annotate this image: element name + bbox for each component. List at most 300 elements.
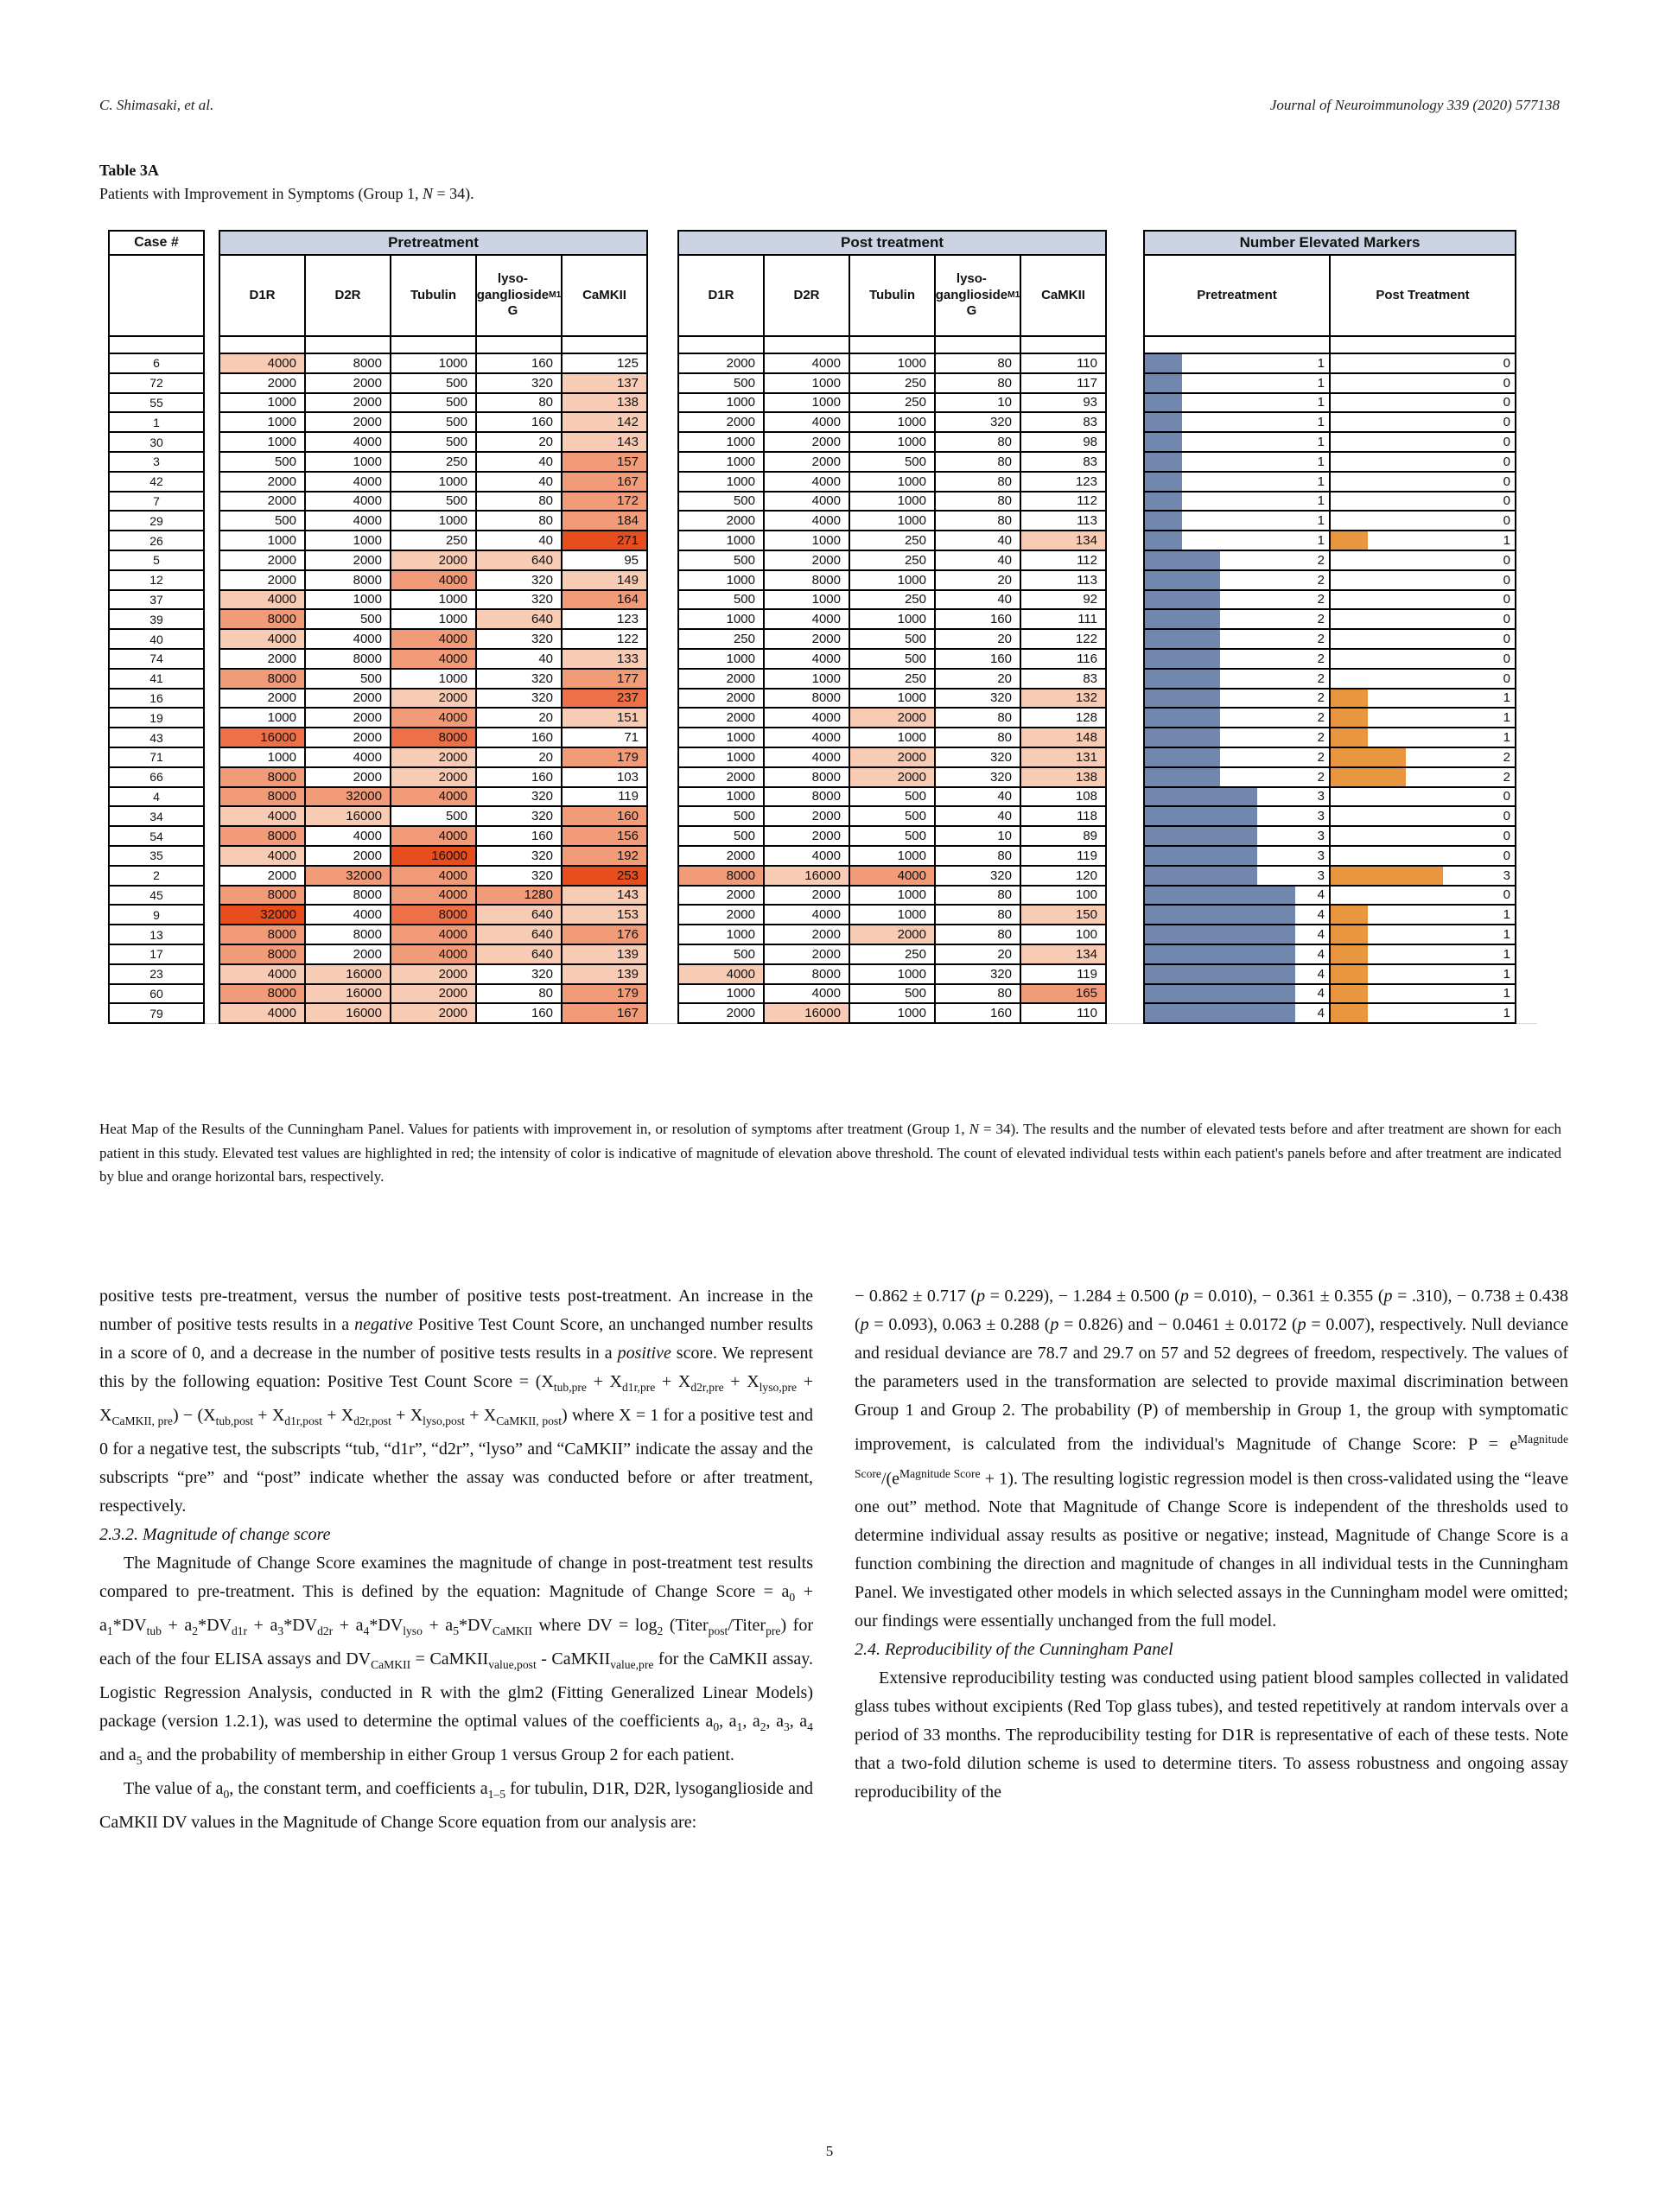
pretreatment-count-bar-cell	[1143, 865, 1331, 887]
marker-count-value: 0	[1503, 592, 1510, 607]
column-gap	[205, 688, 219, 709]
pre-value-cell: 184	[561, 510, 648, 531]
marker-count-value: 1	[1503, 927, 1510, 942]
pre-value-cell: 2000	[304, 372, 391, 394]
marker-count-value: 4	[1317, 1006, 1325, 1021]
pre-value-cell: 2000	[304, 707, 391, 728]
marker-count-value: 2	[1317, 730, 1325, 746]
posttreatment-count-bar-cell	[1329, 372, 1516, 394]
post-value-cell: 8000	[763, 963, 850, 985]
post-value-cell: 1000	[677, 451, 765, 473]
column-gap	[1516, 944, 1537, 965]
body-column-left	[99, 1282, 813, 1837]
pretreatment-count-bar	[1145, 394, 1182, 412]
post-value-cell: 4000	[763, 648, 850, 670]
pre-value-cell: 8000	[304, 648, 391, 670]
column-gap	[1516, 805, 1537, 827]
case-number: 71	[108, 747, 205, 768]
pretreatment-count-bar	[1145, 610, 1220, 628]
post-value-cell: 110	[1020, 1002, 1107, 1024]
case-number: 37	[108, 589, 205, 611]
post-value-cell: 160	[934, 648, 1021, 670]
column-gap	[648, 589, 677, 611]
marker-count-value: 3	[1503, 868, 1510, 883]
pre-value-cell: 1000	[219, 747, 306, 768]
marker-count-value: 4	[1317, 927, 1325, 942]
marker-count-value: 1	[1503, 907, 1510, 923]
pre-assay-header-0: D1R	[219, 254, 306, 337]
pretreatment-count-bar-cell	[1143, 747, 1331, 768]
case-number: 7	[108, 491, 205, 512]
column-gap	[1107, 589, 1143, 611]
pretreatment-count-bar-cell	[1143, 1002, 1331, 1024]
blank-cell	[763, 335, 850, 354]
column-gap	[1516, 550, 1537, 571]
post-value-cell: 4000	[763, 983, 850, 1005]
post-value-cell: 2000	[849, 924, 936, 945]
marker-count-value: 4	[1317, 907, 1325, 923]
table-label: Table 3A	[99, 162, 159, 179]
post-value-cell: 250	[849, 372, 936, 394]
case-number: 66	[108, 766, 205, 788]
column-gap	[648, 766, 677, 788]
marker-count-value: 2	[1317, 632, 1325, 647]
running-head-authors: C. Shimasaki, et al.	[99, 97, 214, 113]
posttreatment-count-bar	[1331, 965, 1368, 983]
post-assay-header-3: lyso- ganglioside G M1	[934, 254, 1021, 337]
pre-value-cell: 71	[561, 727, 648, 748]
pretreatment-count-bar-cell	[1143, 904, 1331, 925]
pre-value-cell: 156	[561, 825, 648, 847]
case-number: 19	[108, 707, 205, 728]
pretreatment-count-bar-cell	[1143, 411, 1331, 433]
column-gap	[1107, 431, 1143, 453]
post-value-cell: 320	[934, 747, 1021, 768]
post-value-cell: 92	[1020, 589, 1107, 611]
pre-value-cell: 164	[561, 589, 648, 611]
column-gap	[205, 825, 219, 847]
pre-value-cell: 320	[475, 963, 563, 985]
marker-count-value: 1	[1503, 710, 1510, 726]
column-gap	[205, 747, 219, 768]
column-gap	[648, 924, 677, 945]
column-gap	[1516, 825, 1537, 847]
pretreatment-count-bar	[1145, 945, 1295, 963]
pre-value-cell: 1000	[219, 431, 306, 453]
column-gap	[1107, 230, 1143, 256]
pre-value-cell: 4000	[219, 845, 306, 867]
column-gap	[1516, 845, 1537, 867]
pre-value-cell: 142	[561, 411, 648, 433]
column-gap	[648, 491, 677, 512]
post-value-cell: 4000	[677, 963, 765, 985]
post-value-cell: 250	[849, 944, 936, 965]
marker-count-value: 3	[1317, 848, 1325, 863]
post-value-cell: 80	[934, 904, 1021, 925]
post-value-cell: 500	[677, 805, 765, 827]
post-value-cell: 80	[934, 885, 1021, 906]
pre-value-cell: 1000	[219, 530, 306, 551]
column-gap	[1107, 845, 1143, 867]
pre-value-cell: 320	[475, 865, 563, 887]
column-gap	[205, 471, 219, 493]
pre-value-cell: 500	[304, 608, 391, 630]
pre-value-cell: 2000	[304, 845, 391, 867]
post-value-cell: 1000	[849, 845, 936, 867]
marker-count-value: 2	[1317, 592, 1325, 607]
case-number: 45	[108, 885, 205, 906]
column-gap	[1516, 254, 1537, 337]
post-value-cell: 80	[934, 510, 1021, 531]
pre-value-cell: 237	[561, 688, 648, 709]
column-gap	[1516, 628, 1537, 650]
post-value-cell: 2000	[763, 628, 850, 650]
column-gap	[205, 983, 219, 1005]
post-value-cell: 500	[677, 825, 765, 847]
column-gap	[205, 845, 219, 867]
pretreatment-count-bar-cell	[1143, 648, 1331, 670]
paragraph: The value of $a_0$, the constant term, and coefficients $a_{1-5}$ for tubulin, D1R, D2R, lysoganglioside and CaMKII DV values in the Magnitude of Change Score equation from our analysis are:	[99, 1779, 813, 1832]
posttreatment-count-bar-cell	[1329, 707, 1516, 728]
column-gap	[1107, 608, 1143, 630]
pre-value-cell: 8000	[390, 904, 477, 925]
posttreatment-count-bar	[1331, 985, 1368, 1003]
pre-value-cell: 8000	[219, 944, 306, 965]
column-gap	[205, 589, 219, 611]
pre-value-cell: 500	[390, 805, 477, 827]
pretreatment-count-bar	[1145, 768, 1220, 786]
post-value-cell: 4000	[763, 707, 850, 728]
post-value-cell: 250	[677, 628, 765, 650]
pre-value-cell: 320	[475, 786, 563, 808]
posttreatment-count-bar	[1331, 531, 1368, 550]
column-gap	[1107, 471, 1143, 493]
pretreatment-count-bar	[1145, 374, 1182, 392]
posttreatment-count-bar-cell	[1329, 825, 1516, 847]
pretreatment-count-bar-cell	[1143, 569, 1331, 591]
marker-count-header-0: Pretreatment	[1143, 254, 1331, 337]
pretreatment-count-bar	[1145, 788, 1257, 806]
pre-value-cell: 4000	[390, 944, 477, 965]
section-heading-232: 2.3.2. Magnitude of change score	[99, 1525, 331, 1544]
pre-value-cell: 4000	[390, 924, 477, 945]
column-gap	[1107, 411, 1143, 433]
column-gap	[1516, 707, 1537, 728]
pre-value-cell: 137	[561, 372, 648, 394]
post-value-cell: 2000	[849, 766, 936, 788]
pre-value-cell: 32000	[304, 786, 391, 808]
case-number: 29	[108, 510, 205, 531]
marker-count-value: 2	[1317, 710, 1325, 726]
post-value-cell: 10	[934, 825, 1021, 847]
column-gap	[648, 904, 677, 925]
pre-value-cell: 500	[390, 431, 477, 453]
pre-value-cell: 2000	[304, 766, 391, 788]
pre-value-cell: 4000	[390, 628, 477, 650]
marker-count-value: 1	[1503, 986, 1510, 1001]
post-value-cell: 110	[1020, 353, 1107, 374]
post-value-cell: 1000	[763, 392, 850, 414]
column-gap	[205, 491, 219, 512]
post-value-cell: 16000	[763, 1002, 850, 1024]
pre-value-cell: 8000	[219, 786, 306, 808]
pre-value-cell: 4000	[219, 628, 306, 650]
pretreatment-count-bar	[1145, 748, 1220, 766]
column-gap	[205, 766, 219, 788]
post-value-cell: 500	[849, 451, 936, 473]
post-value-cell: 120	[1020, 865, 1107, 887]
case-number: 4	[108, 786, 205, 808]
post-value-cell: 8000	[763, 786, 850, 808]
marker-count-value: 0	[1503, 572, 1510, 588]
pretreatment-count-bar-cell	[1143, 608, 1331, 630]
post-value-cell: 1000	[849, 510, 936, 531]
column-gap	[205, 530, 219, 551]
pre-value-cell: 153	[561, 904, 648, 925]
post-value-cell: 4000	[763, 845, 850, 867]
pre-value-cell: 500	[390, 491, 477, 512]
pre-value-cell: 160	[475, 353, 563, 374]
post-value-cell: 20	[934, 944, 1021, 965]
post-value-cell: 2000	[677, 885, 765, 906]
column-gap	[1516, 727, 1537, 748]
post-value-cell: 8000	[677, 865, 765, 887]
column-gap	[205, 335, 219, 354]
pre-value-cell: 4000	[390, 865, 477, 887]
post-value-cell: 2000	[763, 825, 850, 847]
post-value-cell: 119	[1020, 963, 1107, 985]
post-value-cell: 80	[934, 845, 1021, 867]
column-gap	[1107, 668, 1143, 690]
pre-assay-header-3: lyso- ganglioside G M1	[475, 254, 563, 337]
column-gap	[1516, 569, 1537, 591]
posttreatment-count-bar-cell	[1329, 451, 1516, 473]
pre-value-cell: 4000	[304, 747, 391, 768]
pretreatment-count-bar	[1145, 453, 1182, 471]
column-gap	[1516, 353, 1537, 374]
column-gap	[1516, 1002, 1537, 1024]
pre-value-cell: 320	[475, 688, 563, 709]
marker-count-value: 0	[1503, 355, 1510, 371]
post-value-cell: 320	[934, 411, 1021, 433]
pre-value-cell: 40	[475, 451, 563, 473]
marker-count-value: 1	[1317, 415, 1325, 430]
post-value-cell: 4000	[763, 411, 850, 433]
post-value-cell: 1000	[849, 904, 936, 925]
post-value-cell: 250	[849, 668, 936, 690]
post-value-cell: 500	[849, 825, 936, 847]
column-gap	[648, 608, 677, 630]
pre-value-cell: 500	[390, 411, 477, 433]
post-value-cell: 150	[1020, 904, 1107, 925]
pre-value-cell: 119	[561, 786, 648, 808]
post-value-cell: 2000	[763, 431, 850, 453]
column-gap	[648, 392, 677, 414]
pre-value-cell: 4000	[304, 628, 391, 650]
page-number: 5	[825, 2143, 834, 2159]
post-value-cell: 1000	[763, 372, 850, 394]
posttreatment-count-bar-cell	[1329, 491, 1516, 512]
post-value-cell: 123	[1020, 471, 1107, 493]
pre-value-cell: 103	[561, 766, 648, 788]
pre-value-cell: 500	[390, 392, 477, 414]
pre-value-cell: 1000	[219, 707, 306, 728]
pre-value-cell: 2000	[219, 491, 306, 512]
table-caption-block	[99, 159, 474, 206]
post-value-cell: 250	[849, 392, 936, 414]
post-value-cell: 1000	[849, 569, 936, 591]
post-value-cell: 1000	[849, 608, 936, 630]
marker-count-value: 1	[1317, 375, 1325, 391]
post-assay-header-1: D2R	[763, 254, 850, 337]
pre-value-cell: 2000	[219, 865, 306, 887]
pre-value-cell: 2000	[390, 688, 477, 709]
post-value-cell: 8000	[763, 688, 850, 709]
pre-value-cell: 2000	[390, 747, 477, 768]
posttreatment-count-bar-cell	[1329, 471, 1516, 493]
pre-value-cell: 8000	[304, 353, 391, 374]
pre-value-cell: 320	[475, 628, 563, 650]
post-value-cell: 1000	[677, 727, 765, 748]
column-gap	[1107, 372, 1143, 394]
marker-count-value: 2	[1317, 552, 1325, 568]
pretreatment-count-bar	[1145, 867, 1257, 885]
case-number: 43	[108, 727, 205, 748]
pretreatment-count-bar-cell	[1143, 727, 1331, 748]
posttreatment-count-bar-cell	[1329, 392, 1516, 414]
post-value-cell: 118	[1020, 805, 1107, 827]
column-gap	[648, 431, 677, 453]
post-value-cell: 500	[849, 648, 936, 670]
column-gap	[648, 786, 677, 808]
post-value-cell: 131	[1020, 747, 1107, 768]
column-gap	[205, 648, 219, 670]
heatmap-table	[108, 230, 1537, 1024]
table-title: Patients with Improvement in Symptoms (Group 1, N = 34).	[99, 185, 474, 202]
body-column-right	[855, 1282, 1568, 1837]
posttreatment-count-bar-cell	[1329, 431, 1516, 453]
posttreatment-count-bar-cell	[1329, 904, 1516, 925]
posttreatment-count-bar-cell	[1329, 510, 1516, 531]
pre-value-cell: 133	[561, 648, 648, 670]
column-gap	[205, 372, 219, 394]
case-number: 16	[108, 688, 205, 709]
post-value-cell: 2000	[677, 766, 765, 788]
case-number: 34	[108, 805, 205, 827]
pretreatment-count-bar-cell	[1143, 491, 1331, 512]
pre-value-cell: 160	[475, 766, 563, 788]
pre-value-cell: 250	[390, 530, 477, 551]
post-value-cell: 10	[934, 392, 1021, 414]
pre-value-cell: 8000	[219, 924, 306, 945]
post-value-cell: 1000	[677, 786, 765, 808]
pretreatment-count-bar-cell	[1143, 825, 1331, 847]
column-gap	[1107, 805, 1143, 827]
pre-value-cell: 4000	[390, 786, 477, 808]
pre-value-cell: 32000	[304, 865, 391, 887]
post-value-cell: 134	[1020, 530, 1107, 551]
pre-value-cell: 139	[561, 944, 648, 965]
post-value-cell: 160	[934, 1002, 1021, 1024]
pre-value-cell: 16000	[304, 963, 391, 985]
post-value-cell: 1000	[849, 727, 936, 748]
column-gap	[1107, 766, 1143, 788]
pre-value-cell: 1000	[390, 510, 477, 531]
case-number: 3	[108, 451, 205, 473]
pretreatment-count-bar	[1145, 1004, 1295, 1022]
pretreatment-count-bar	[1145, 847, 1257, 865]
post-value-cell: 80	[934, 707, 1021, 728]
pretreatment-count-bar-cell	[1143, 885, 1331, 906]
pre-value-cell: 179	[561, 983, 648, 1005]
marker-count-value: 0	[1503, 829, 1510, 844]
pre-value-cell: 167	[561, 1002, 648, 1024]
post-value-cell: 1000	[677, 471, 765, 493]
pre-value-cell: 1000	[390, 608, 477, 630]
pre-value-cell: 8000	[219, 766, 306, 788]
post-value-cell: 80	[934, 983, 1021, 1005]
marker-count-value: 2	[1317, 612, 1325, 627]
posttreatment-count-bar-cell	[1329, 530, 1516, 551]
blank-cell	[677, 335, 765, 354]
column-gap	[1107, 550, 1143, 571]
post-value-cell: 1000	[677, 431, 765, 453]
marker-count-value: 0	[1503, 651, 1510, 666]
pre-value-cell: 2000	[304, 688, 391, 709]
column-gap	[648, 707, 677, 728]
pre-value-cell: 1000	[390, 353, 477, 374]
pretreatment-count-bar-cell	[1143, 628, 1331, 650]
pre-value-cell: 4000	[304, 471, 391, 493]
case-number: 5	[108, 550, 205, 571]
post-value-cell: 112	[1020, 550, 1107, 571]
post-value-cell: 8000	[763, 766, 850, 788]
case-number: 35	[108, 845, 205, 867]
pre-value-cell: 160	[561, 805, 648, 827]
column-gap	[1516, 924, 1537, 945]
post-value-cell: 320	[934, 865, 1021, 887]
case-number: 74	[108, 648, 205, 670]
pretreatment-count-bar-cell	[1143, 372, 1331, 394]
body-text	[99, 1282, 1568, 1837]
post-value-cell: 119	[1020, 845, 1107, 867]
marker-count-value: 1	[1503, 1006, 1510, 1021]
pre-value-cell: 160	[475, 727, 563, 748]
blank-cell	[108, 335, 205, 354]
column-gap	[1107, 628, 1143, 650]
pretreatment-count-bar	[1145, 433, 1182, 451]
post-value-cell: 2000	[677, 707, 765, 728]
pre-value-cell: 2000	[304, 550, 391, 571]
blank-cell	[1329, 335, 1516, 354]
pre-value-cell: 1000	[304, 530, 391, 551]
post-value-cell: 320	[934, 963, 1021, 985]
post-value-cell: 1000	[849, 431, 936, 453]
column-gap	[648, 865, 677, 887]
case-number: 30	[108, 431, 205, 453]
post-value-cell: 500	[677, 944, 765, 965]
case-number-header: Case #	[108, 230, 205, 256]
pre-value-cell: 80	[475, 392, 563, 414]
marker-count-value: 1	[1317, 493, 1325, 509]
column-gap	[1107, 688, 1143, 709]
case-number: 12	[108, 569, 205, 591]
column-gap	[1516, 431, 1537, 453]
post-value-cell: 80	[934, 431, 1021, 453]
pre-value-cell: 172	[561, 491, 648, 512]
post-value-cell: 1000	[849, 353, 936, 374]
marker-count-value: 1	[1317, 435, 1325, 450]
